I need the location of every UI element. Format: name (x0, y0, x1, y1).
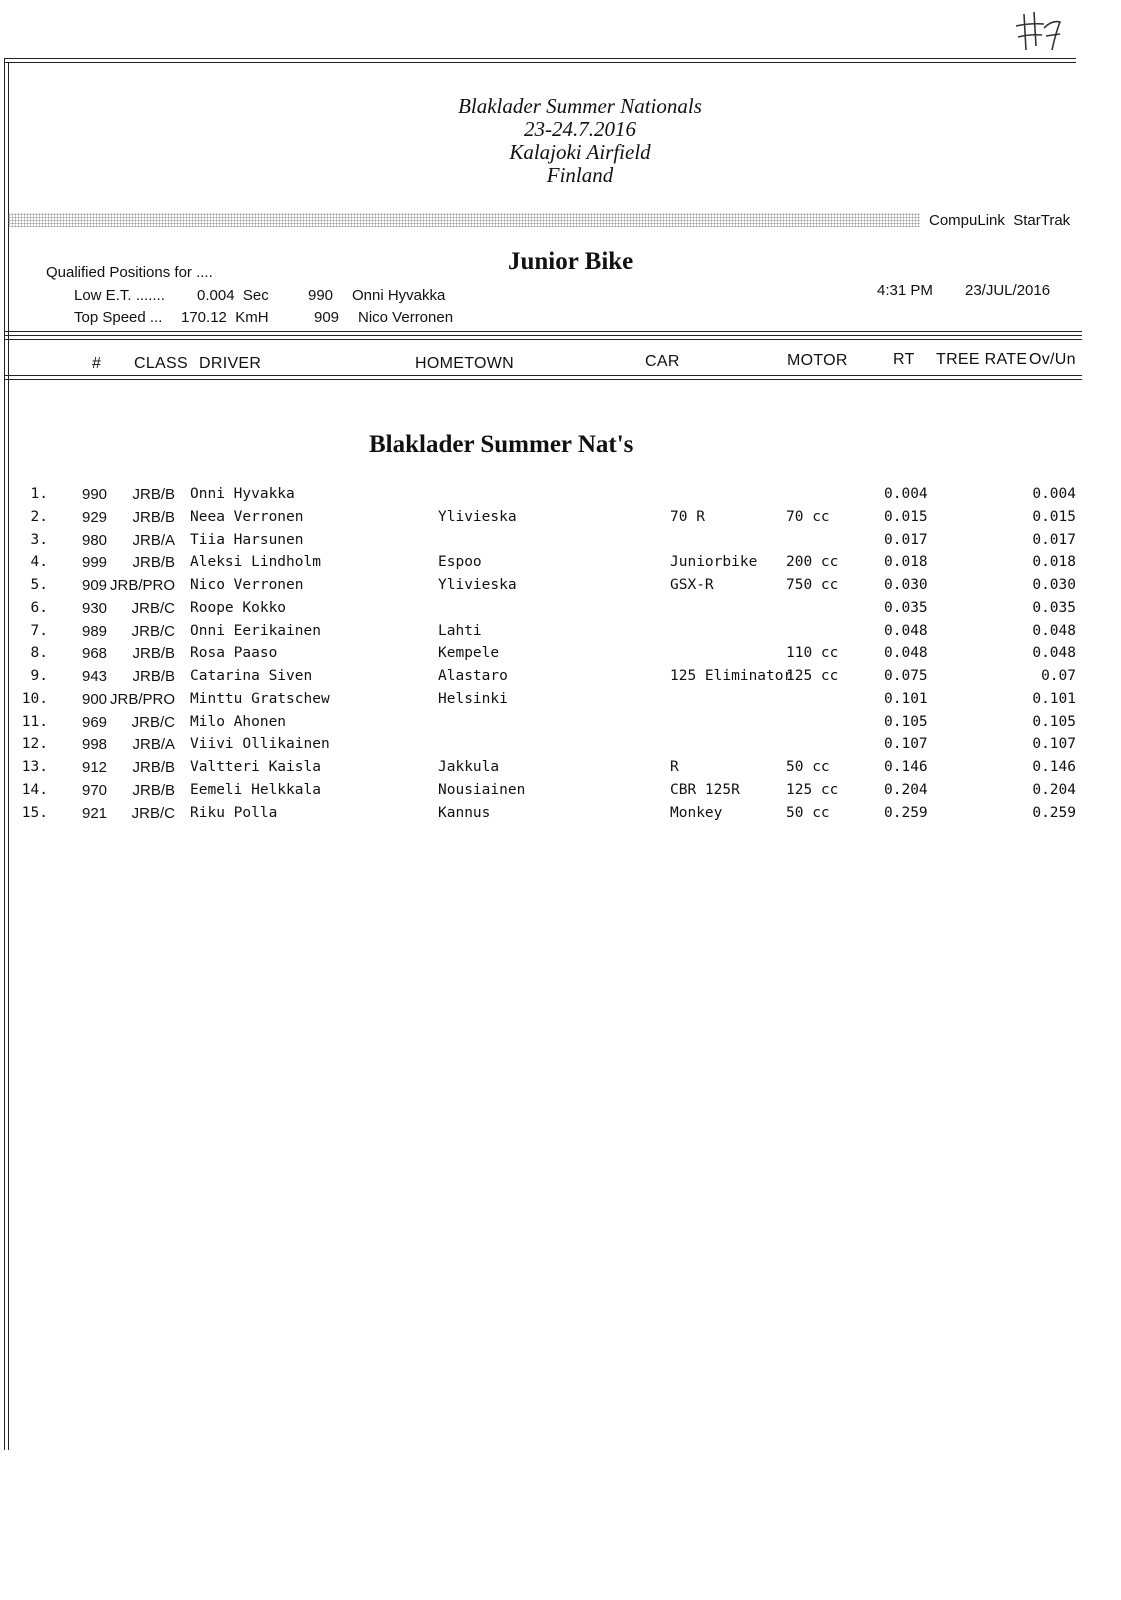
cell-num: 999 (82, 554, 108, 572)
cell-hometown: Helsinki (438, 690, 508, 707)
cell-car: Juniorbike (670, 554, 758, 571)
cell-driver: Neea Verronen (190, 508, 304, 525)
qualified-heading: Qualified Positions for .... (46, 264, 213, 281)
cell-driver: Valtteri Kaisla (190, 759, 321, 775)
cell-rt: 0.015 (884, 508, 928, 525)
frame-left-line-inner (8, 62, 9, 1450)
header-line-bottom (4, 375, 1082, 376)
cell-motor: 110 cc (786, 645, 839, 662)
cell-motor: 200 cc (786, 554, 839, 571)
cell-ovun: 0.07 (1041, 668, 1076, 684)
col-rt: RT (893, 351, 915, 368)
header-line-top (4, 331, 1082, 332)
low-et-label: Low E.T. ....... (74, 287, 165, 304)
cell-num: 990 (82, 486, 108, 503)
cell-num: 930 (82, 599, 108, 617)
cell-num: 912 (82, 759, 108, 776)
report-date: 23/JUL/2016 (965, 282, 1051, 299)
cell-driver: Roope Kokko (190, 599, 287, 616)
cell-num: 943 (82, 668, 108, 685)
col-car: CAR (645, 353, 680, 370)
cell-cls: JRB/PRO (109, 690, 175, 708)
cell-ovun: 0.015 (1032, 508, 1076, 525)
cell-ovun: 0.004 (1032, 486, 1076, 502)
report-time: 4:31 PM (877, 282, 933, 299)
event-venue: Kalajoki Airfield (509, 140, 651, 164)
cell-pos: 4. (30, 554, 48, 571)
cell-num: 989 (82, 622, 108, 640)
cell-ovun: 0.017 (1032, 531, 1076, 548)
cell-pos: 2. (30, 508, 48, 525)
cell-hometown: Kempele (438, 645, 500, 662)
cell-driver: Riku Polla (190, 804, 278, 821)
cell-ovun: 0.259 (1032, 804, 1076, 821)
cell-cls: JRB/B (132, 486, 175, 503)
cell-ovun: 0.107 (1032, 736, 1076, 753)
col-ovun: Ov/Un (1029, 351, 1076, 368)
cell-num: 980 (82, 531, 108, 549)
cell-pos: 12. (21, 736, 48, 753)
handwritten-mark (1010, 6, 1070, 54)
cell-motor: 125 cc (786, 781, 839, 798)
cell-motor: 750 cc (786, 577, 839, 593)
cell-pos: 13. (21, 759, 48, 775)
cell-hometown: Ylivieska (438, 508, 517, 525)
cell-driver: Nico Verronen (190, 577, 304, 593)
cell-pos: 6. (30, 599, 48, 616)
cell-driver: Eemeli Helkkala (190, 781, 321, 798)
cell-num: 929 (82, 508, 108, 526)
cell-num: 998 (82, 736, 108, 754)
cell-cls: JRB/A (132, 736, 175, 754)
low-et-number: 990 (308, 287, 334, 304)
col-driver: DRIVER (199, 355, 262, 372)
cell-ovun: 0.048 (1032, 622, 1076, 639)
cell-ovun: 0.204 (1032, 781, 1076, 798)
cell-driver: Tiia Harsunen (190, 531, 304, 548)
cell-car: R (670, 759, 679, 775)
col-tree-rate: TREE RATE (936, 351, 1028, 368)
cell-ovun: 0.035 (1032, 599, 1076, 616)
cell-pos: 9. (30, 668, 48, 684)
cell-cls: JRB/C (131, 804, 175, 822)
cell-cls: JRB/A (132, 531, 175, 549)
frame-top-line-inner (4, 62, 1076, 63)
cell-cls: JRB/C (131, 599, 175, 617)
header-line-top-3 (4, 339, 1082, 340)
cell-pos: 8. (30, 645, 48, 662)
cell-pos: 7. (30, 622, 48, 639)
cell-pos: 14. (21, 781, 48, 798)
cell-num: 970 (82, 781, 108, 799)
cell-rt: 0.204 (884, 781, 928, 798)
col-num: # (92, 355, 102, 372)
cell-hometown: Nousiainen (438, 781, 526, 798)
top-speed-label: Top Speed ... (74, 309, 163, 326)
results-title: Blaklader Summer Nat's (369, 431, 634, 458)
event-dates: 23-24.7.2016 (524, 117, 636, 141)
col-motor: MOTOR (787, 352, 848, 369)
cell-driver: Catarina Siven (190, 668, 313, 684)
cell-pos: 5. (30, 577, 48, 593)
top-speed-number: 909 (314, 309, 340, 326)
cell-car: 70 R (670, 508, 705, 525)
cell-cls: JRB/B (132, 645, 175, 663)
cell-pos: 10. (21, 690, 48, 707)
cell-car: 125 Eliminator (670, 668, 793, 684)
cell-car: CBR 125R (670, 781, 740, 798)
dotted-divider (8, 213, 920, 227)
cell-hometown: Alastaro (438, 668, 508, 684)
cell-hometown: Jakkula (438, 759, 500, 775)
class-title: Junior Bike (508, 248, 634, 275)
cell-car: GSX-R (670, 577, 714, 593)
cell-pos: 11. (21, 713, 48, 730)
header-line-bottom-2 (4, 379, 1082, 380)
cell-pos: 15. (21, 804, 48, 821)
low-et-value: 0.004 Sec (197, 287, 269, 304)
cell-num: 968 (82, 645, 108, 663)
cell-num: 909 (82, 577, 108, 594)
cell-hometown: Kannus (438, 804, 491, 821)
col-hometown: HOMETOWN (415, 355, 514, 372)
cell-driver: Onni Hyvakka (190, 486, 295, 502)
cell-rt: 0.107 (884, 736, 928, 753)
cell-rt: 0.018 (884, 554, 928, 571)
cell-motor: 70 cc (786, 508, 830, 525)
cell-cls: JRB/B (132, 781, 175, 799)
cell-cls: JRB/B (132, 668, 175, 685)
event-country: Finland (546, 163, 614, 187)
cell-rt: 0.101 (884, 690, 928, 707)
top-speed-value: 170.12 KmH (181, 309, 269, 326)
system-name: CompuLink StarTrak (929, 212, 1071, 229)
cell-cls: JRB/B (132, 759, 175, 776)
cell-rt: 0.017 (884, 531, 928, 548)
cell-hometown: Espoo (438, 554, 482, 571)
cell-ovun: 0.048 (1032, 645, 1076, 662)
cell-car: Monkey (670, 804, 723, 821)
cell-rt: 0.030 (884, 577, 928, 593)
cell-num: 921 (82, 804, 108, 822)
cell-driver: Viivi Ollikainen (190, 736, 330, 753)
frame-left-line (4, 58, 5, 1450)
cell-cls: JRB/B (132, 554, 175, 572)
cell-pos: 1. (30, 486, 48, 502)
cell-driver: Rosa Paaso (190, 645, 278, 662)
header-line-top-2 (4, 335, 1082, 336)
cell-ovun: 0.105 (1032, 713, 1076, 730)
cell-ovun: 0.030 (1032, 577, 1076, 593)
cell-pos: 3. (30, 531, 48, 548)
frame-top-line (4, 58, 1076, 59)
cell-rt: 0.259 (884, 804, 928, 821)
cell-driver: Aleksi Lindholm (190, 554, 321, 571)
cell-rt: 0.048 (884, 645, 928, 662)
cell-rt: 0.035 (884, 599, 928, 616)
cell-driver: Milo Ahonen (190, 713, 287, 730)
col-class: CLASS (134, 355, 188, 372)
cell-cls: JRB/B (132, 508, 175, 526)
cell-rt: 0.048 (884, 622, 928, 639)
cell-hometown: Ylivieska (438, 577, 517, 593)
cell-ovun: 0.018 (1032, 554, 1076, 571)
cell-cls: JRB/PRO (109, 577, 175, 594)
cell-rt: 0.105 (884, 713, 928, 730)
top-speed-driver: Nico Verronen (358, 309, 454, 326)
cell-rt: 0.075 (884, 668, 928, 684)
cell-cls: JRB/C (131, 713, 175, 731)
cell-num: 900 (82, 690, 108, 708)
cell-motor: 125 cc (786, 668, 839, 684)
cell-driver: Onni Eerikainen (190, 622, 321, 639)
cell-num: 969 (82, 713, 108, 731)
cell-rt: 0.146 (884, 759, 928, 775)
cell-ovun: 0.101 (1032, 690, 1076, 707)
cell-rt: 0.004 (884, 486, 928, 502)
event-title: Blaklader Summer Nationals (458, 94, 702, 118)
cell-motor: 50 cc (786, 759, 830, 775)
cell-hometown: Lahti (438, 622, 482, 639)
cell-motor: 50 cc (786, 804, 830, 821)
cell-cls: JRB/C (131, 622, 175, 640)
cell-ovun: 0.146 (1032, 759, 1076, 775)
low-et-driver: Onni Hyvakka (352, 287, 446, 304)
cell-driver: Minttu Gratschew (190, 690, 330, 707)
